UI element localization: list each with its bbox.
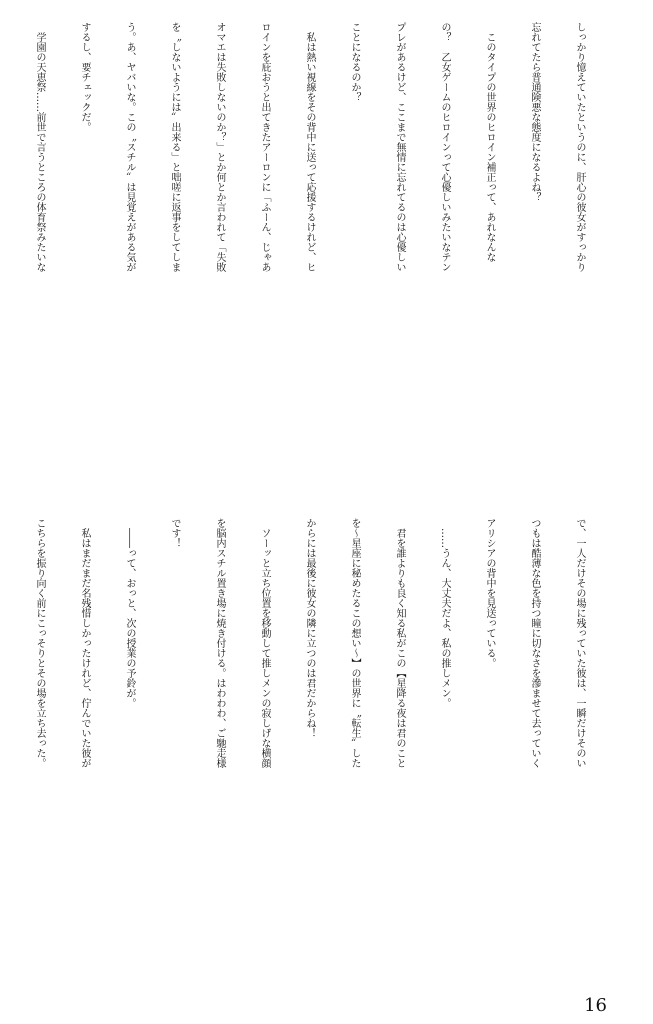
text-line: を〝しないようには〟出来る」と咄嗟に返事をしてしま: [169, 22, 180, 272]
text-line: アリシアの背中を見送っている。: [484, 518, 495, 668]
text-line: 私はまだまだ名残惜しかったけれど、佇んでいた彼が: [79, 518, 90, 768]
text-line: 忘れてたら普通険悪な態度になるよね？: [529, 22, 540, 202]
text-line: ロインを庇おうと出てきたアーロンに「ふーん、じゃあ: [259, 22, 270, 272]
text-line: ――って、おっと、次の授業の予鈴が。: [124, 518, 135, 708]
text-line: を〜星座に秘めたるこの想い〜】の世界に〝転生〟した: [349, 518, 360, 768]
text-line: う。あ、ヤバいな。この〝スチル〟は見覚えがある気が: [124, 22, 135, 272]
text-line: しっかり憶えていたというのに、肝心の彼女がすっかり: [574, 22, 585, 272]
page-number: 16: [584, 995, 607, 1016]
text-line: オマエは失敗しないのか？」とか何とか言われて「失敗: [214, 22, 225, 272]
text-line: 君を誰よりも良く知る私がこの【星降る夜は君のこと: [394, 518, 405, 768]
text-line: このタイプの世界のヒロイン補正って、あれなんな: [484, 22, 495, 262]
text-line: こちらを振り向く前にこっそりとその場を立ち去った。: [34, 518, 45, 768]
text-line: で、一人だけその場に残っていた彼は、一瞬だけそのい: [574, 518, 585, 768]
text-line: 学園の天恵祭……前世で言うところの体育祭みたいな: [34, 22, 45, 272]
text-line: です！: [169, 518, 180, 548]
text-line: を脳内スチル置き場に焼き付ける。はわわわ、ご馳走様: [214, 518, 225, 768]
text-line: つもは酷薄な色を持つ瞳に切なさを滲ませて去っていく: [529, 518, 540, 768]
text-line: ことになるのか？: [349, 22, 360, 102]
upper-text-block: [21, 22, 617, 488]
text-line: プレがあるけど、ここまで無情に忘れてるのは心優しい: [394, 22, 405, 272]
text-line: するし、要チェックだ。: [79, 22, 90, 132]
text-line: からには最後に彼女の隣に立つのは君だからね！: [304, 518, 315, 738]
text-line: 私は熱い視線をその背中に送って応援するけれど、ヒ: [304, 22, 315, 272]
text-line: ソーッと立ち位置を移動して推しメンの寂しげな横顔: [259, 518, 270, 768]
text-line: ……うん、大丈夫だよ、私の推しメン。: [439, 518, 450, 708]
text-line: の？ 乙女ゲームのヒロインって心優しいみたいなテン: [439, 22, 450, 272]
lower-text-block: [21, 518, 617, 976]
